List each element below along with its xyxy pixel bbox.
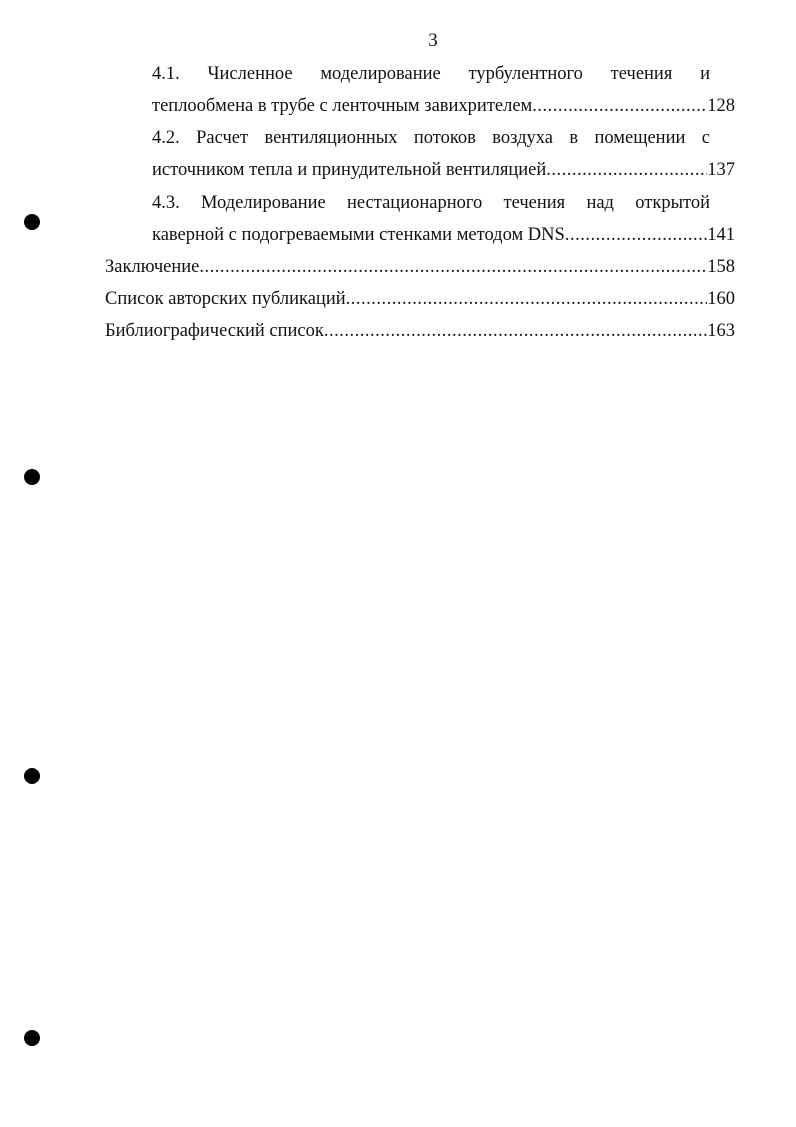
toc-entry-conclusion (105, 251, 735, 283)
binder-hole (24, 214, 40, 230)
binder-hole (24, 469, 40, 485)
toc-page-number: 141 (707, 225, 735, 245)
dot-leader (346, 283, 708, 315)
toc-entry-title: Список авторских публикаций (105, 289, 346, 309)
toc-page-number: 137 (707, 160, 735, 180)
binder-hole (24, 768, 40, 784)
toc-entry-title: каверной с подогреваемыми стенками методом DNS (152, 225, 565, 245)
dot-leader (199, 251, 707, 283)
toc-entry-4-3 (152, 219, 735, 251)
toc-entry-4-3-line1: 4.3. Моделирование нестационарного течения над открытой (152, 193, 710, 213)
dot-leader (324, 315, 707, 347)
toc-page-number: 163 (707, 321, 735, 341)
toc-page-number: 158 (707, 257, 735, 277)
toc-entry-publications (105, 283, 735, 315)
dot-leader (565, 219, 707, 251)
binder-hole (24, 1030, 40, 1046)
toc-page-number: 160 (707, 289, 735, 309)
toc-entry-bibliography (105, 315, 735, 347)
toc-entry-4-1-line1: 4.1. Численное моделирование турбулентного течения и (152, 64, 710, 84)
toc-entry-title: теплообмена в трубе с ленточным завихрителем (152, 96, 533, 116)
toc-entry-4-1 (152, 90, 735, 122)
dot-leader (532, 90, 707, 122)
toc-page-number: 128 (707, 96, 735, 116)
page-number: 3 (428, 30, 438, 51)
dot-leader (546, 154, 707, 186)
toc-entry-4-2 (152, 154, 735, 186)
toc-entry-4-2-line1: 4.2. Расчет вентиляционных потоков воздуха в помещении с (152, 128, 710, 148)
toc-entry-title: Заключение (105, 257, 200, 277)
toc-entry-title: Библиографический список (105, 321, 324, 341)
toc-entry-title: источником тепла и принудительной вентиляцией (152, 160, 547, 180)
